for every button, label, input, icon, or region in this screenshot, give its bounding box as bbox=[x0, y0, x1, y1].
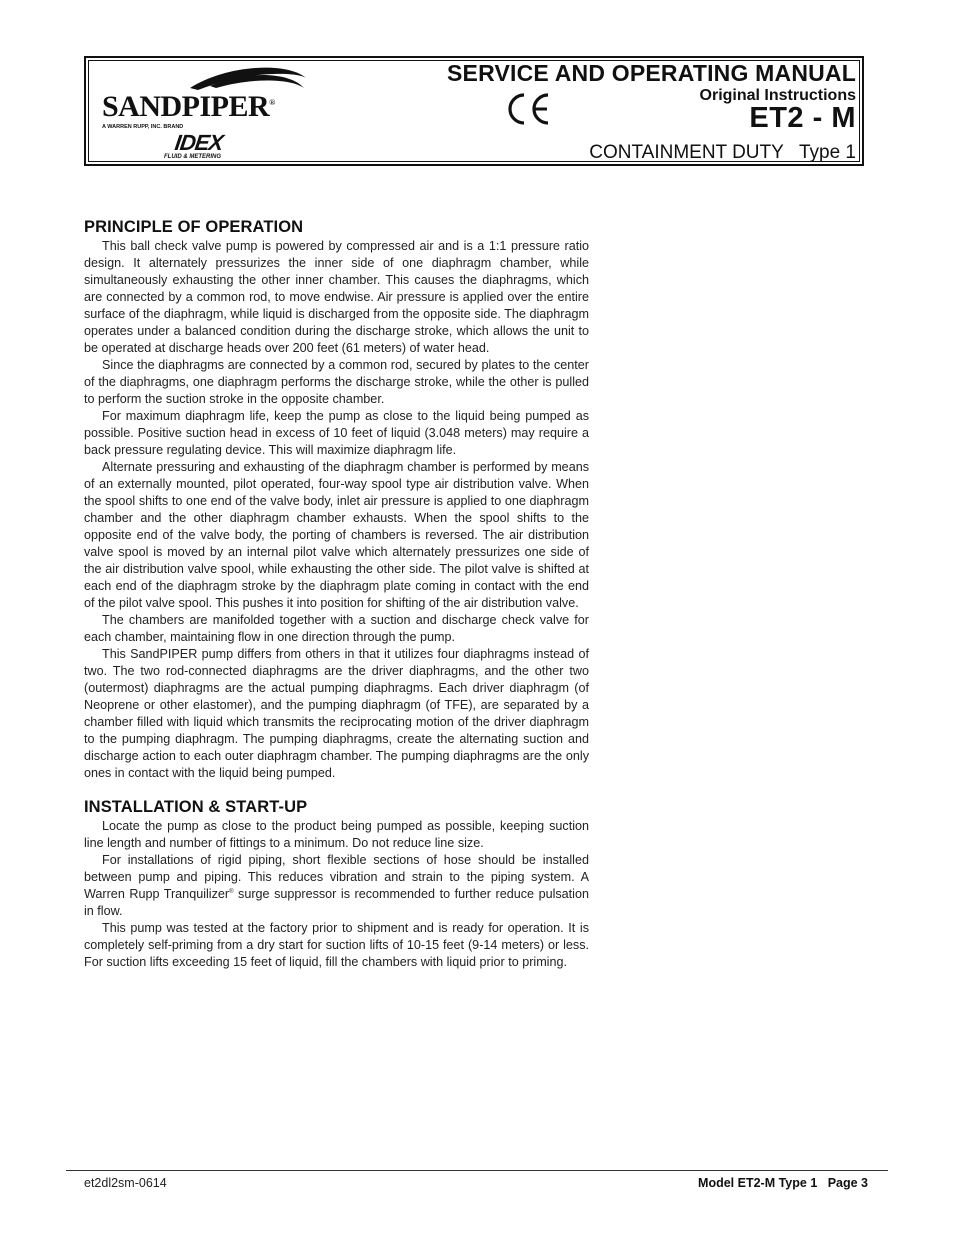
logo-tagline: A WARREN RUPP, INC. BRAND bbox=[102, 124, 184, 130]
section-principle-of-operation bbox=[84, 218, 589, 782]
idex-tagline: FLUID & METERING bbox=[164, 154, 221, 160]
paragraph bbox=[84, 852, 589, 920]
paragraph-text: For installations of rigid piping, short flexible sections of hose should be installed between pump and piping. This reduces vibration and strain to the piping system. bbox=[84, 853, 589, 884]
logo-brand-text: SANDPIPER® bbox=[102, 90, 275, 123]
ce-mark-icon bbox=[504, 92, 552, 126]
footer-doc-code: et2dl2sm-0614 bbox=[84, 1176, 167, 1190]
footer-divider bbox=[66, 1170, 888, 1171]
paragraph: This ball check valve pump is powered by compressed air and is a 1:1 pressure ratio design. It alternately pressurizes the inner side of one diaphragm chamber, while simultaneously exhausting the other inner chamber. This causes the diaphragms, which are connected by a common rod, to move endwise. Air pressure is applied over the entire surface of the diaphragm, while liquid is discharged from the opposite side. The diaphragm operates under a balanced condition during the discharge stroke, which allows the unit to be operated at discharge heads over 200 feet (61 meters) of water head. bbox=[84, 239, 589, 355]
body-content bbox=[84, 218, 589, 971]
paragraph: Since the diaphragms are connected by a common rod, secured by plates to the center of the diaphragms, one diaphragm performs the discharge stroke, while the other is pulled to perform the suction stroke in the opposite chamber. bbox=[84, 358, 589, 406]
paragraph: This pump was tested at the factory prior to shipment and is ready for operation. It is completely self-priming from a dry start for suction lifts of 10-15 feet (9-14 meters) or less. For suction lifts exceeding 15 feet of liquid, fill the chambers with liquid prior to priming. bbox=[84, 921, 589, 969]
document-header bbox=[84, 56, 864, 166]
idex-logo: IDEX bbox=[173, 130, 225, 155]
section-heading: PRINCIPLE OF OPERATION bbox=[84, 218, 304, 236]
sandpiper-logo bbox=[98, 66, 313, 162]
model-title: ET2 - M bbox=[749, 102, 856, 134]
tranquilizer-text: A Warren Rupp Tranquilizer bbox=[84, 870, 590, 901]
paragraph: Locate the pump as close to the product being pumped as possible, keeping suction line length and number of fittings to a minimum. Do not reduce line size. bbox=[84, 819, 589, 850]
paragraph: This SandPIPER pump differs from others in that it utilizes four diaphragms instead of two. The two rod-connected diaphragms are the driver diaphragms, and the other two (outermost) diaphragms are the actual pumping diaphragms. Each driver diaphragm (of Neoprene or other elastomer), and the pumping diaphragm (of TFE), are separated by a chamber filled with liquid which transmits the reciprocating motion of the driver diaphragm to the pumping diaphragm. The pumping diaphragms, create the alternating suction and discharge action to each outer diaphragm chamber. The pumping diaphragms are the only ones in contact with the liquid being pumped. bbox=[84, 647, 589, 780]
footer-page-info: Model ET2-M Type 1 Page 3 bbox=[698, 1176, 868, 1190]
duty-type: CONTAINMENT DUTY Type 1 bbox=[589, 142, 856, 163]
paragraph: Alternate pressuring and exhausting of the diaphragm chamber is performed by means of an externally mounted, pilot operated, four-way spool type air distribution valve. When the spool shifts to one end of the valve body, inlet air pressure is applied to one diaphragm chamber and the other diaphragm chamber exhausts. When the spool shifts to the opposite end of the valve body, the porting of chambers is reversed. The air distribution valve spool is moved by an internal pilot valve which alternately pressurizes one side of the air distribution valve spool, while exhausting the other side. The pilot valve is shifted at each end of the diaphragm stroke by the diaphragm plate coming in contact with the end of the pilot valve spool. This pushes it into position for shifting of the air distribution valve. bbox=[84, 460, 589, 610]
section-installation-start-up bbox=[84, 798, 589, 971]
paragraph: The chambers are manifolded together with a suction and discharge check valve for each chamber, maintaining flow in one direction through the pump. bbox=[84, 613, 589, 644]
manual-subtitle: Original Instructions bbox=[699, 87, 856, 104]
registered-mark: ® bbox=[229, 888, 234, 895]
tranquilizer-text-end: surge suppressor is recommended to further reduce pulsation in flow. bbox=[84, 887, 589, 918]
paragraph: For maximum diaphragm life, keep the pump as close to the liquid being pumped as possible. Positive suction head in excess of 10 feet of liquid (3.048 meters) may require a back pressure regulating device. This will maximize diaphragm life. bbox=[84, 409, 589, 457]
section-heading: INSTALLATION & START-UP bbox=[84, 798, 308, 816]
manual-title: SERVICE AND OPERATING MANUAL bbox=[447, 60, 856, 86]
